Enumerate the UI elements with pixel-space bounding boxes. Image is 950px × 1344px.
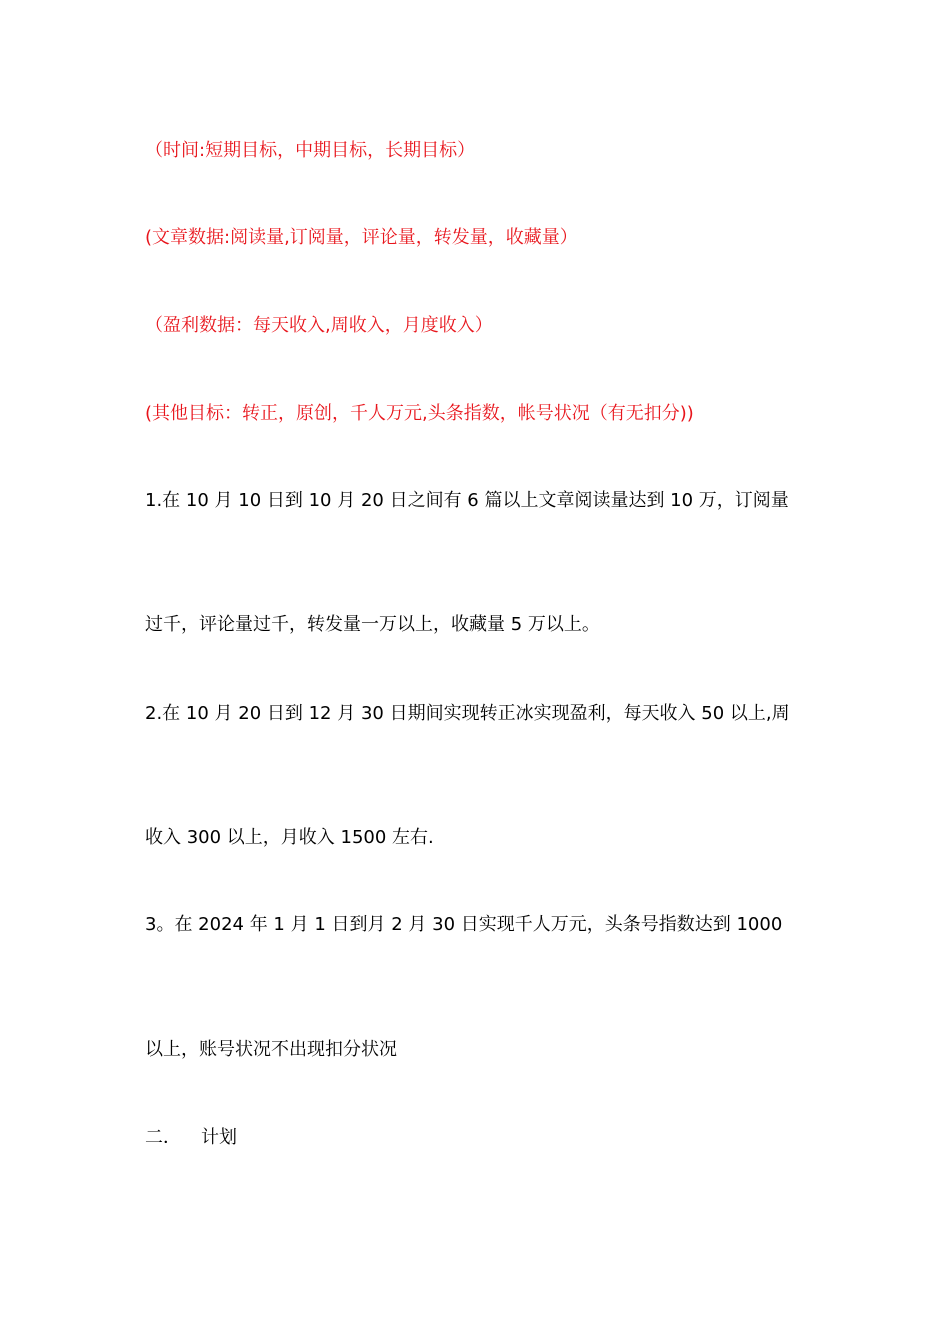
- section-heading: [145, 1126, 237, 1150]
- section-heading-title: 计划: [201, 1127, 237, 1148]
- goal-category-time: （时间:短期目标，中期目标，长期目标）: [145, 140, 476, 161]
- section-heading-number: 二．: [145, 1127, 181, 1148]
- goal-3-line-2: 以上，账号状况不出现扣分状况: [145, 1039, 397, 1060]
- goal-2-line-1: 2.在 10 月 20 日到 12 月 30 日期间实现转正冰实现盈利，每天收入 50 以上,周: [145, 703, 790, 724]
- goal-2-line-2: 收入 300 以上，月收入 1500 左右.: [145, 827, 434, 848]
- goal-3-line-1: 3。在 2024 年 1 月 1 日到月 2 月 30 日实现千人万元，头条号指数达到 1000: [145, 914, 783, 935]
- goal-1-line-2: 过千，评论量过千，转发量一万以上，收藏量 5 万以上。: [145, 614, 600, 635]
- goal-category-profit-data: （盈利数据：每天收入,周收入，月度收入）: [145, 315, 493, 336]
- goal-category-other: (其他目标：转正，原创，千人万元,头条指数，帐号状况（有无扣分)): [145, 403, 694, 424]
- goal-category-article-data: (文章数据:阅读量,订阅量，评论量，转发量，收藏量）: [145, 227, 578, 248]
- goal-1-line-1: 1.在 10 月 10 日到 10 月 20 日之间有 6 篇以上文章阅读量达到 10 万，订阅量: [145, 490, 789, 511]
